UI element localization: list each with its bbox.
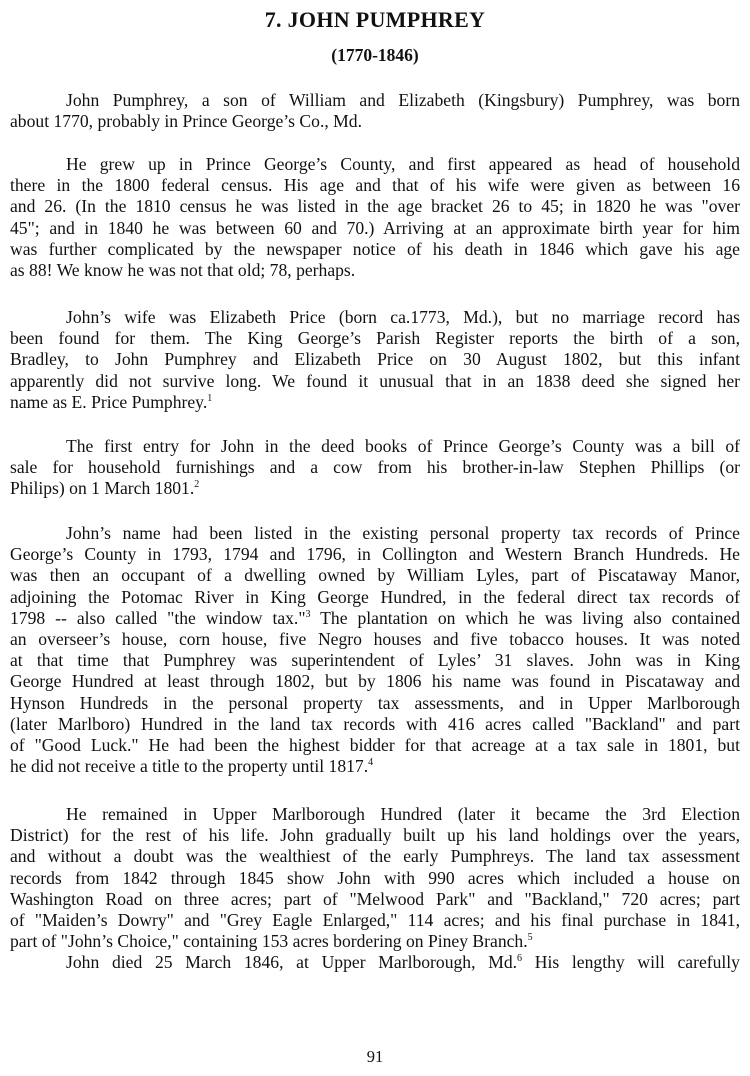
text-line bbox=[10, 693, 740, 714]
line-text: sale for household furnishings and a cow from his brother-in-law Stephen Phillips (or bbox=[10, 457, 740, 478]
line-text: John died 25 March 1846, at Upper Marlborough, Md. bbox=[66, 952, 518, 972]
line-text: George Hundred at least through 1802, but by 1806 his name was found in Piscataway and bbox=[10, 671, 740, 692]
document-page bbox=[10, 0, 740, 1076]
text-line bbox=[10, 196, 740, 217]
text-line bbox=[10, 90, 740, 111]
line-text: at that time that Pumphrey was superintendent of Lyles’ 31 slaves. John was in King bbox=[10, 650, 740, 671]
line-text: adjoining the Potomac River in King George Hundred, in the federal direct tax records of bbox=[10, 586, 740, 607]
text-line bbox=[10, 371, 740, 392]
chapter-title: 7. JOHN PUMPHREY bbox=[264, 7, 486, 32]
text-line bbox=[10, 931, 740, 952]
line-text: Washington Road on three acres; part of "Melwood Park" and "Backland," 720 acres; part bbox=[10, 888, 740, 909]
paragraph bbox=[10, 436, 740, 500]
line-text-continued: The plantation on which he was living also contained bbox=[310, 607, 740, 628]
line-text: District) for the rest of his life. John gradually built up his land holdings over the years, bbox=[10, 825, 740, 846]
paragraph bbox=[10, 154, 740, 281]
text-line bbox=[10, 457, 740, 478]
text-line bbox=[10, 260, 740, 281]
text-line bbox=[10, 523, 740, 544]
footnote-marker: 1 bbox=[207, 392, 213, 404]
line-text: and 26. (In the 1810 census he was listed in the age bracket 26 to 45; in 1820 he was "over bbox=[10, 196, 740, 217]
text-line bbox=[10, 846, 740, 867]
line-text: and without a doubt was the wealthiest of the early Pumphreys. The land tax assessment bbox=[10, 846, 740, 867]
line-text: John’s name had been listed in the existing personal property tax records of Prince bbox=[66, 523, 740, 543]
line-text: he did not receive a title to the property until 1817. bbox=[10, 756, 369, 777]
line-text: part of "John’s Choice," containing 153 acres bordering on Piney Branch. bbox=[10, 931, 528, 952]
text-line bbox=[10, 307, 740, 328]
line-text: apparently did not survive long. We found it unusual that in an 1838 deed she signed her bbox=[10, 370, 740, 391]
paragraph bbox=[10, 523, 740, 777]
line-text: about 1770, probably in Prince George’s Co., Md. bbox=[10, 111, 362, 132]
line-text: records from 1842 through 1845 show John with 990 acres which included a house on bbox=[10, 867, 740, 888]
paragraph bbox=[10, 90, 740, 132]
text-line bbox=[10, 328, 740, 349]
text-line bbox=[10, 804, 740, 825]
text-line bbox=[10, 629, 740, 650]
line-text: of "Maiden’s Dowry" and "Grey Eagle Enlarged," 114 acres; and his final purchase in 1841, bbox=[10, 909, 740, 930]
line-text: 45"; and in 1840 he was between 60 and 70.) Arriving at an approximate birth year for him bbox=[10, 217, 740, 238]
line-text: (later Marlboro) Hundred in the land tax records with 416 acres called "Backland" and part bbox=[10, 713, 740, 734]
line-text: The first entry for John in the deed books of Prince George’s County was a bill of bbox=[66, 436, 740, 456]
line-text: as 88! We know he was not that old; 78, perhaps. bbox=[10, 259, 356, 280]
text-line bbox=[10, 544, 740, 565]
paragraph bbox=[10, 952, 740, 973]
text-line bbox=[10, 608, 740, 629]
text-line bbox=[10, 392, 740, 413]
line-text: George’s County in 1793, 1794 and 1796, in Collington and Western Branch Hundreds. He bbox=[10, 544, 740, 565]
line-text: Hynson Hundreds in the personal property tax assessments, and in Upper Marlborough bbox=[10, 692, 740, 713]
line-text: of "Good Luck." He had been the highest bidder for that acreage at a tax sale in 1801, but bbox=[10, 734, 740, 755]
paragraph bbox=[10, 804, 740, 952]
chapter-dates: (1770-1846) bbox=[331, 45, 419, 65]
line-text: name as E. Price Pumphrey. bbox=[10, 391, 208, 412]
footnote-marker: 4 bbox=[368, 757, 374, 769]
text-line bbox=[10, 111, 740, 132]
line-text: Bradley, to John Pumphrey and Elizabeth Price on 30 August 1802, but this infant bbox=[10, 349, 740, 370]
text-line bbox=[10, 735, 740, 756]
line-text: Philips) on 1 March 1801. bbox=[10, 478, 195, 499]
text-line bbox=[10, 714, 740, 735]
text-line bbox=[10, 825, 740, 846]
text-line bbox=[10, 239, 740, 260]
text-line bbox=[10, 910, 740, 931]
text-line bbox=[10, 478, 740, 499]
text-line bbox=[10, 218, 740, 239]
text-line bbox=[10, 868, 740, 889]
line-text: 1798 -- also called "the window tax." bbox=[10, 607, 306, 628]
text-line bbox=[10, 154, 740, 175]
text-line bbox=[10, 671, 740, 692]
footnote-marker: 3 bbox=[305, 608, 311, 620]
text-line bbox=[10, 650, 740, 671]
text-line bbox=[10, 175, 740, 196]
line-text: was further complicated by the newspaper notice of his death in 1846 which gave his age bbox=[10, 238, 740, 259]
line-text: John Pumphrey, a son of William and Elizabeth (Kingsbury) Pumphrey, was born bbox=[66, 90, 740, 110]
footnote-marker: 2 bbox=[194, 479, 200, 491]
footnote-marker: 6 bbox=[517, 953, 523, 965]
page-number: 91 bbox=[366, 1047, 384, 1066]
text-line bbox=[10, 587, 740, 608]
line-text: John’s wife was Elizabeth Price (born ca.1773, Md.), but no marriage record has bbox=[66, 307, 740, 327]
text-line bbox=[10, 756, 740, 777]
text-line bbox=[10, 349, 740, 370]
text-line bbox=[10, 952, 740, 973]
text-line bbox=[10, 436, 740, 457]
line-text: was then an occupant of a dwelling owned by William Lyles, part of Piscataway Manor, bbox=[10, 565, 740, 586]
line-text-continued: His lengthy will carefully bbox=[522, 952, 740, 972]
line-text: an overseer’s house, corn house, five Negro houses and five tobacco houses. It was noted bbox=[10, 628, 740, 649]
line-text: He remained in Upper Marlborough Hundred (later it became the 3rd Election bbox=[66, 804, 740, 824]
text-line bbox=[10, 889, 740, 910]
line-text: been found for them. The King George’s Parish Register reports the birth of a son, bbox=[10, 328, 740, 349]
footnote-marker: 5 bbox=[527, 932, 533, 944]
text-line bbox=[10, 565, 740, 586]
paragraph bbox=[10, 307, 740, 413]
line-text: there in the 1800 federal census. His age and that of his wife were given as between 16 bbox=[10, 175, 740, 196]
line-text: He grew up in Prince George’s County, and first appeared as head of household bbox=[66, 154, 740, 174]
